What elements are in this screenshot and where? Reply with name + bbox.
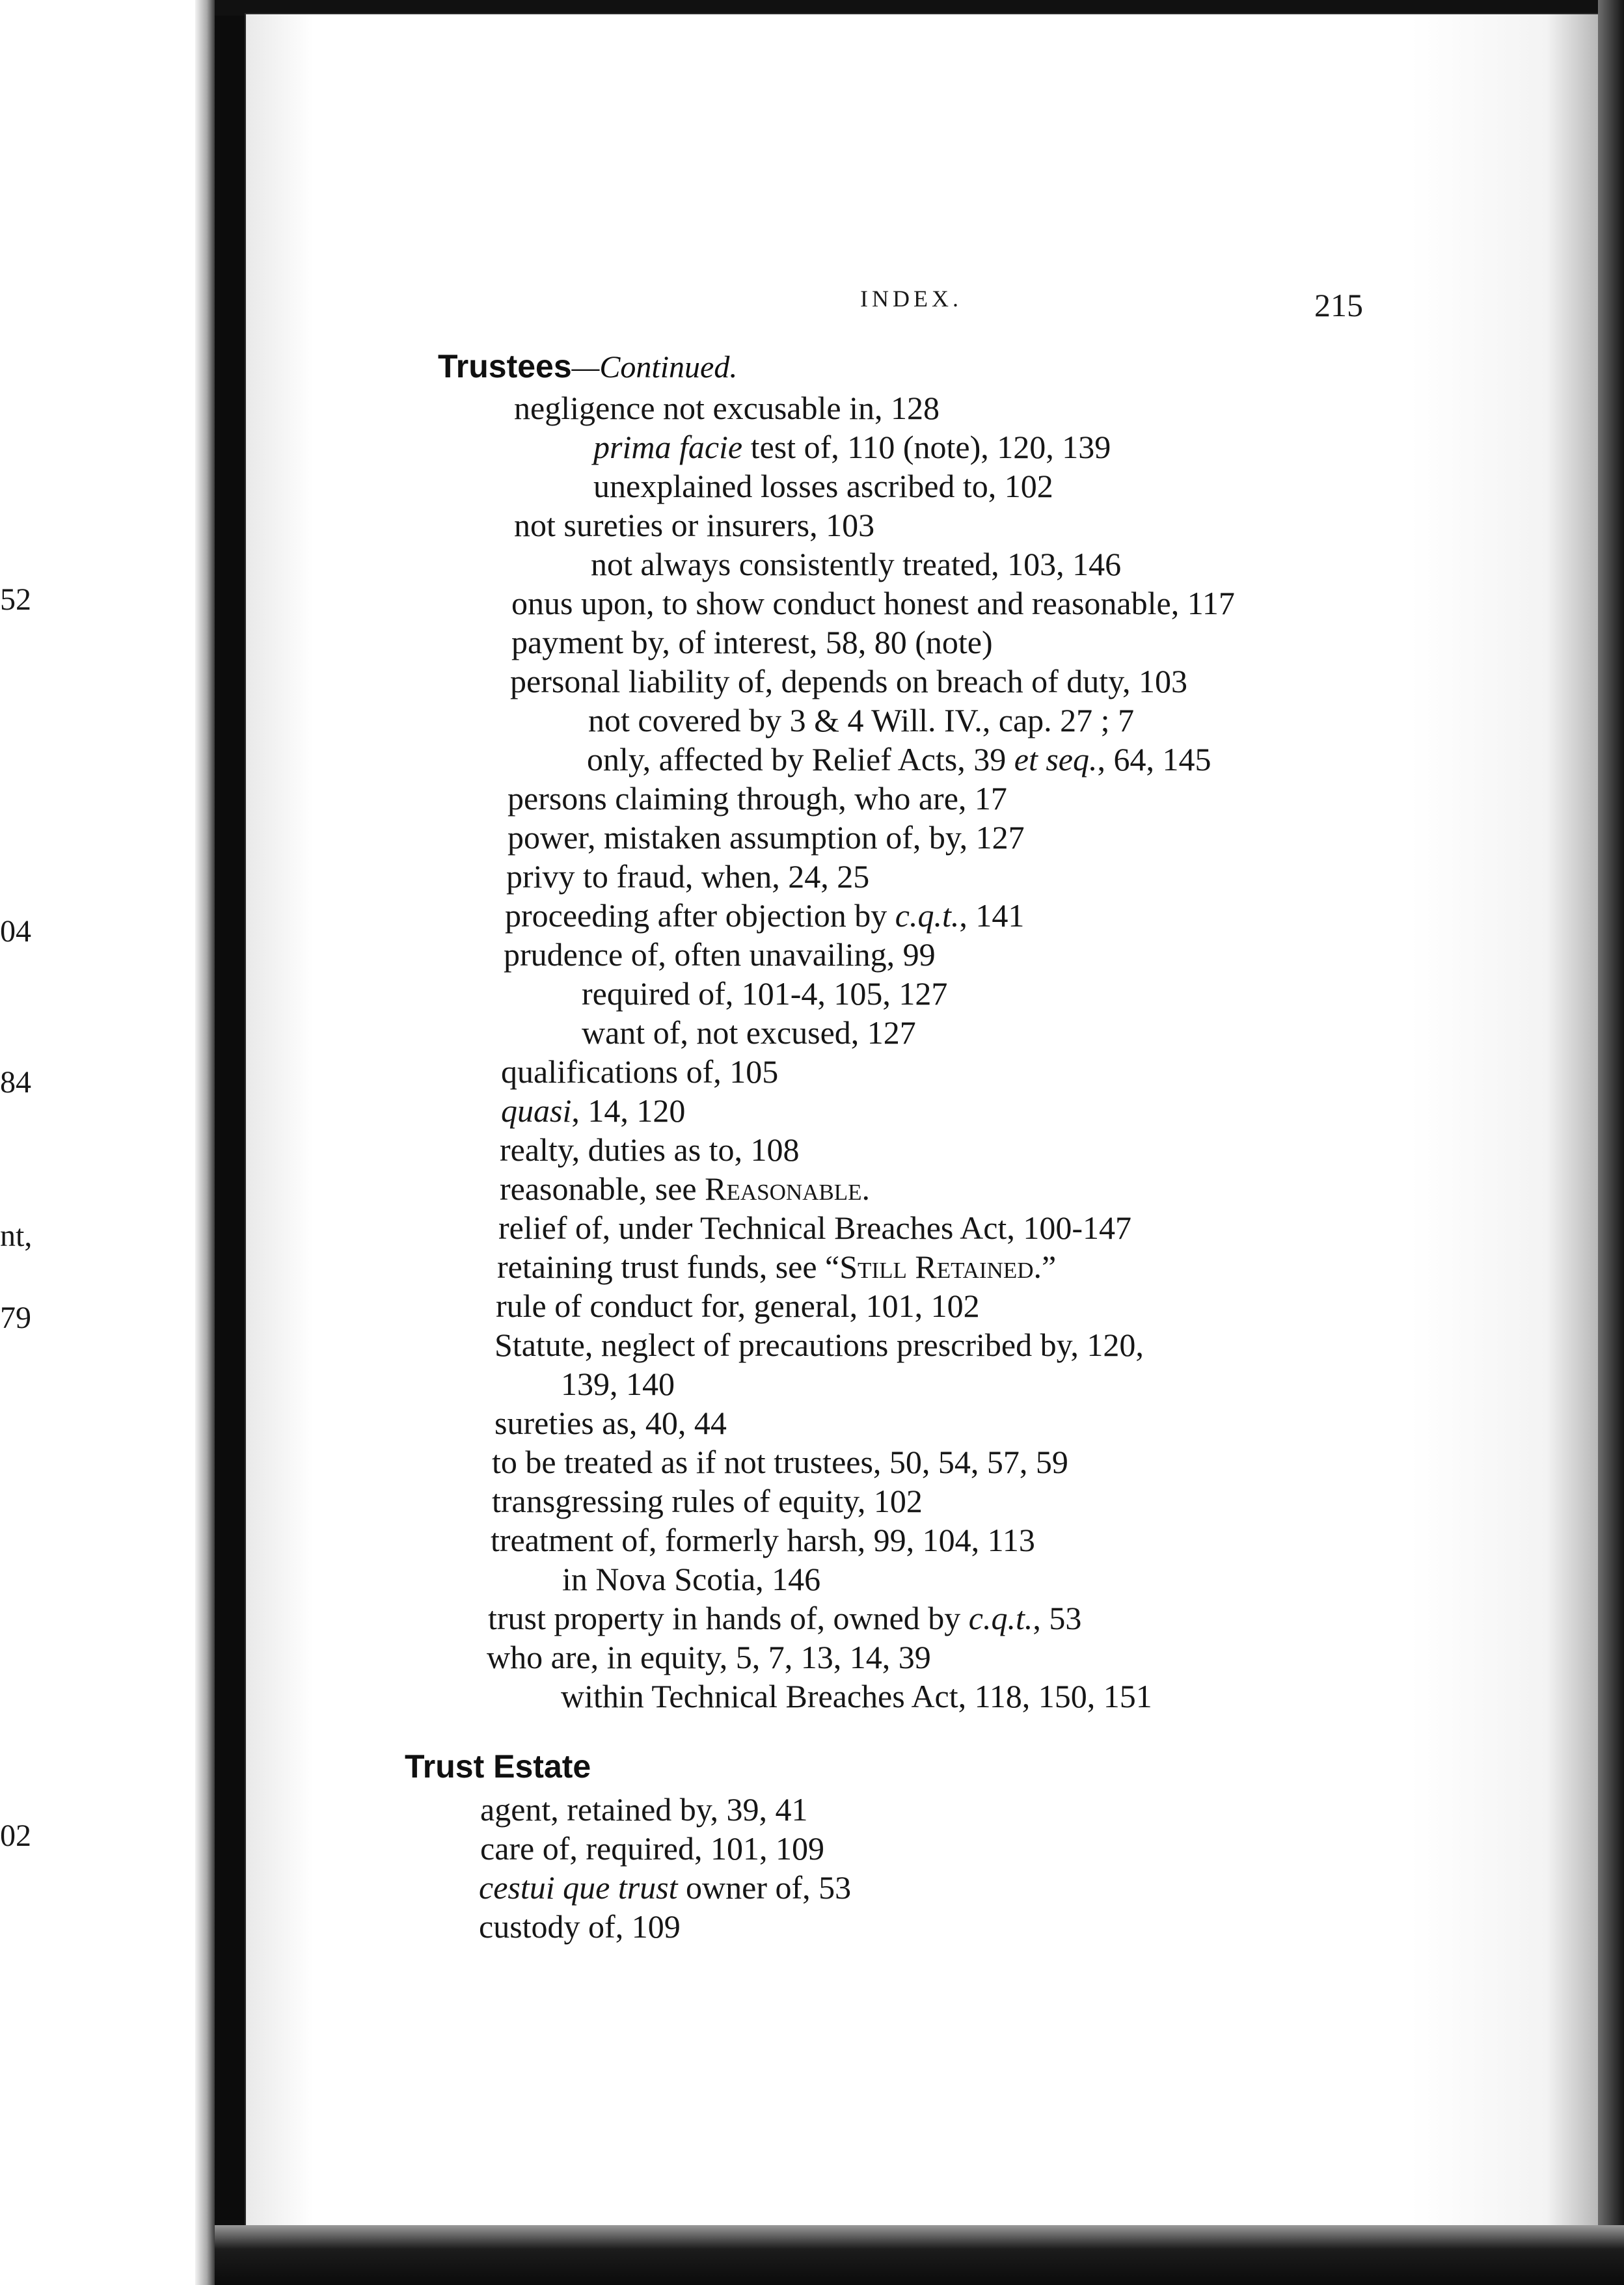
index-subentry: payment by, of interest, 58, 80 (note) xyxy=(511,624,993,660)
margin-fragment: 52 xyxy=(0,582,31,617)
index-subentry: required of, 101-4, 105, 127 xyxy=(582,975,948,1012)
page-number: 215 xyxy=(1314,287,1363,323)
index-subentry: sureties as, 40, 44 xyxy=(494,1405,727,1441)
margin-fragment: nt, xyxy=(0,1219,33,1253)
index-subentry: transgressing rules of equity, 102 xyxy=(492,1483,923,1519)
index-subentry: prima facie test of, 110 (note), 120, 139 xyxy=(593,429,1111,465)
index-subentry: qualifications of, 105 xyxy=(501,1053,779,1090)
index-subentry: reasonable, see Reasonable. xyxy=(500,1170,871,1207)
index-subentry: prudence of, often unavailing, 99 xyxy=(504,936,936,973)
index-subentry: not sureties or insurers, 103 xyxy=(514,507,875,543)
index-subentry: only, affected by Relief Acts, 39 et seq., 64, 145 xyxy=(587,741,1211,777)
continued-label: —Continued. xyxy=(571,350,738,385)
index-subentry: relief of, under Technical Breaches Act, 100-147 xyxy=(498,1210,1131,1246)
index-subentry: proceeding after objection by c.q.t., 141 xyxy=(505,897,1025,934)
index-subentry: persons claiming through, who are, 17 xyxy=(508,780,1007,817)
book-gutter xyxy=(215,0,247,2285)
index-subentry: within Technical Breaches Act, 118, 150, 151 xyxy=(561,1678,1152,1714)
index-subentry: treatment of, formerly harsh, 99, 104, 113 xyxy=(491,1522,1035,1558)
index-subentry: onus upon, to show conduct honest and reasonable, 117 xyxy=(511,585,1235,621)
index-subentry-continuation: 139, 140 xyxy=(561,1366,675,1402)
index-subentry: unexplained losses ascribed to, 102 xyxy=(593,468,1053,504)
margin-fragment: 02 xyxy=(0,1819,31,1853)
index-subentry: retaining trust funds, see “Still Retained.” xyxy=(497,1249,1057,1285)
index-subentry: cestui que trust owner of, 53 xyxy=(479,1869,852,1906)
heading-text: Trustees xyxy=(438,348,572,385)
index-subentry: not covered by 3 & 4 Will. IV., cap. 27 ; 7 xyxy=(588,702,1135,738)
margin-fragment: 79 xyxy=(0,1301,31,1335)
index-subentry: not always consistently treated, 103, 146 xyxy=(591,546,1122,582)
index-subentry: to be treated as if not trustees, 50, 54, 57, 59 xyxy=(492,1444,1068,1480)
index-subentry: realty, duties as to, 108 xyxy=(500,1131,800,1168)
running-head: INDEX. xyxy=(860,286,962,312)
index-subentry: agent, retained by, 39, 41 xyxy=(480,1791,808,1828)
index-subentry: privy to fraud, when, 24, 25 xyxy=(506,858,870,895)
index-subentry: personal liability of, depends on breach of duty, 103 xyxy=(510,663,1187,699)
index-subentry: who are, in equity, 5, 7, 13, 14, 39 xyxy=(487,1639,931,1675)
scan-bottom-border xyxy=(215,2225,1624,2285)
index-subentry: trust property in hands of, owned by c.q.t., 53 xyxy=(488,1600,1082,1636)
index-subentry: rule of conduct for, general, 101, 102 xyxy=(496,1288,980,1324)
left-facing-page xyxy=(0,13,207,2271)
margin-fragment: 84 xyxy=(0,1065,31,1100)
scan-top-border xyxy=(215,0,1624,16)
scan-right-border xyxy=(1598,0,1624,2285)
page-curl-shadow xyxy=(195,0,215,2285)
index-entry-heading xyxy=(438,347,737,385)
index-subentry: custody of, 109 xyxy=(479,1908,681,1945)
index-subentry: in Nova Scotia, 146 xyxy=(562,1561,821,1597)
index-subentry: negligence not excusable in, 128 xyxy=(514,390,940,426)
right-page xyxy=(246,14,1601,2226)
index-subentry: quasi, 14, 120 xyxy=(501,1092,686,1129)
margin-fragment: 04 xyxy=(0,914,31,949)
index-subentry: care of, required, 101, 109 xyxy=(480,1830,824,1867)
index-entry-heading: Trust Estate xyxy=(405,1748,591,1785)
index-subentry: Statute, neglect of precautions prescribed by, 120, xyxy=(494,1327,1144,1363)
index-subentry: power, mistaken assumption of, by, 127 xyxy=(508,819,1025,856)
index-subentry: want of, not excused, 127 xyxy=(582,1014,916,1051)
